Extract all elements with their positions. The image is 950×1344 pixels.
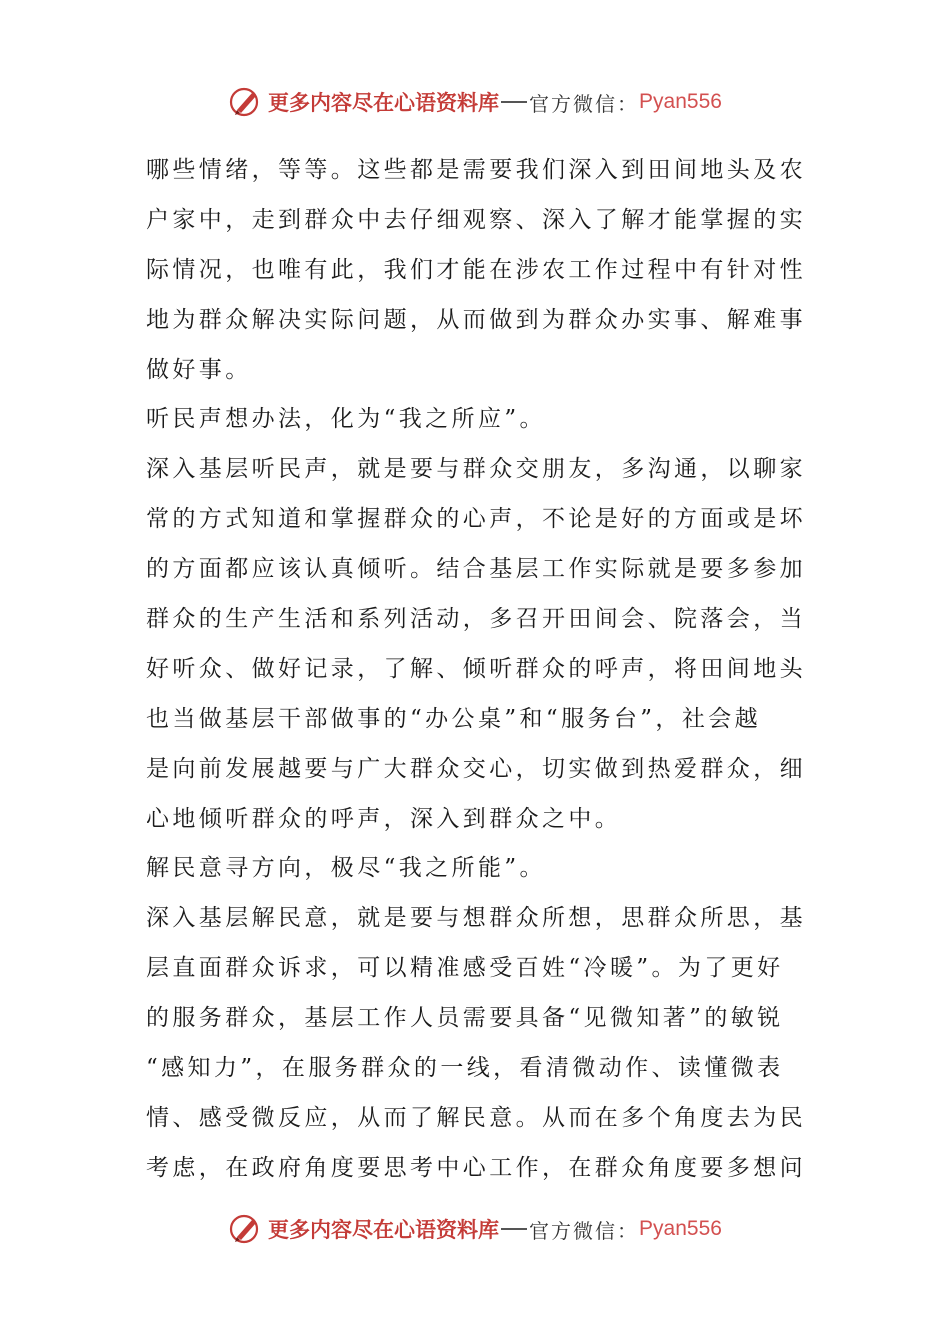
banner-official-label: 官方微信： [529, 1218, 640, 1243]
banner-official-label: 官方微信： [529, 91, 640, 116]
text-line: 的服务群众，基层工作人员需要具备“见微知著”的敏锐 [146, 1005, 784, 1032]
text-line: 哪些情绪，等等。这些都是需要我们深入到田间地头及农 [146, 157, 806, 183]
banner-brand-text: 更多内容尽在心语资料库 [268, 90, 500, 115]
footer-watermark-banner [0, 1209, 950, 1249]
text-line: 情、感受微反应，从而了解民意。从而在多个角度去为民 [146, 1104, 806, 1131]
banner-dash [501, 1228, 527, 1230]
text-line: 层直面群众诉求，可以精准感受百姓“冷暖”。为了更好 [146, 955, 784, 982]
text-line: 好听众、做好记录，了解、倾听群众的呼声，将田间地头 [146, 655, 806, 682]
text-line: 也当做基层干部做事的“办公桌”和“服务台”，社会越 [146, 705, 762, 732]
text-line: 际情况，也唯有此，我们才能在涉农工作过程中有针对性 [146, 256, 806, 283]
header-watermark-banner [0, 82, 950, 122]
text-line: 心地倾听群众的呼声，深入到群众之中。 [146, 805, 622, 832]
section-heading: 听民声想办法，化为“我之所应”。 [146, 406, 546, 433]
pen-circle-logo-icon [228, 85, 262, 119]
text-line: 常的方式知道和掌握群众的心声，不论是好的方面或是坏 [146, 506, 806, 533]
section-heading: 解民意寻方向，极尽“我之所能”。 [146, 855, 546, 882]
text-line: 的方面都应该认真倾听。结合基层工作实际就是要多参加 [146, 556, 806, 583]
text-line: 地为群众解决实际问题，从而做到为群众办实事、解难事 [146, 306, 806, 333]
banner-wechat-id: Pyan556 [639, 1217, 722, 1240]
pen-circle-logo-icon [228, 1212, 262, 1246]
document-body [146, 146, 806, 1194]
text-line: 做好事。 [146, 356, 252, 383]
text-line: 户家中，走到群众中去仔细观察、深入了解才能掌握的实 [146, 206, 806, 233]
text-line: 考虑，在政府角度要思考中心工作，在群众角度要多想问 [146, 1154, 806, 1181]
text-line: 深入基层解民意，就是要与想群众所想，思群众所思，基 [146, 905, 806, 932]
banner-wechat-id: Pyan556 [639, 90, 722, 113]
text-line: “感知力”，在服务群众的一线，看清微动作、读懂微表 [146, 1055, 784, 1082]
text-line: 深入基层听民声，就是要与群众交朋友，多沟通，以聊家 [146, 456, 806, 483]
banner-dash [501, 101, 527, 103]
text-line: 群众的生产生活和系列活动，多召开田间会、院落会，当 [146, 606, 806, 633]
text-line: 是向前发展越要与广大群众交心，切实做到热爱群众，细 [146, 755, 806, 782]
banner-brand-text: 更多内容尽在心语资料库 [268, 1217, 500, 1242]
